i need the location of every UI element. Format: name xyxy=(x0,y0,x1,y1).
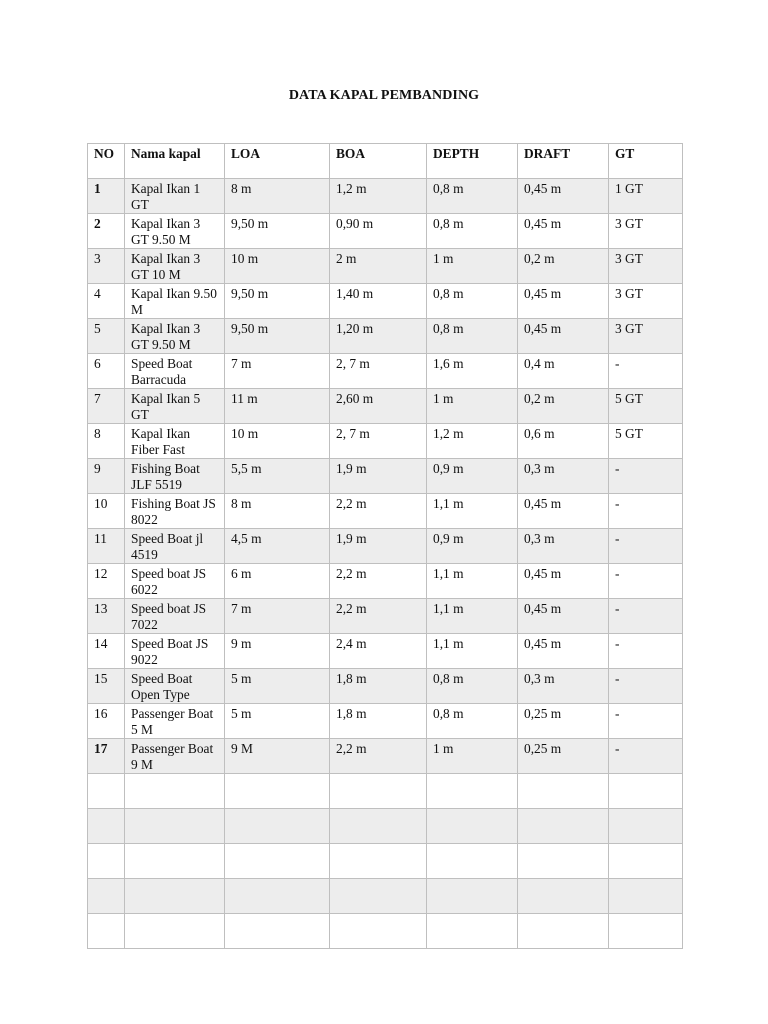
cell-gt: 5 GT xyxy=(609,424,683,459)
cell-name: Fishing Boat JS 8022 xyxy=(125,494,225,529)
cell-gt: 5 GT xyxy=(609,389,683,424)
cell-name: Speed Boat jl 4519 xyxy=(125,529,225,564)
table-row xyxy=(88,494,683,529)
cell-depth: 0,8 m xyxy=(427,284,518,319)
table-row xyxy=(88,809,683,844)
table-row xyxy=(88,669,683,704)
cell-boa: 1,8 m xyxy=(330,704,427,739)
cell-draft: 0,6 m xyxy=(518,424,609,459)
cell-loa: 7 m xyxy=(225,354,330,389)
cell-name: Passenger Boat 5 M xyxy=(125,704,225,739)
table-row xyxy=(88,214,683,249)
cell-no xyxy=(88,879,125,914)
cell-depth: 0,8 m xyxy=(427,179,518,214)
cell-gt: 3 GT xyxy=(609,319,683,354)
table-body xyxy=(88,179,683,949)
header-draft: DRAFT xyxy=(518,144,609,179)
cell-draft xyxy=(518,844,609,879)
cell-loa: 10 m xyxy=(225,249,330,284)
table-row xyxy=(88,249,683,284)
cell-loa xyxy=(225,844,330,879)
table-row xyxy=(88,424,683,459)
table-row xyxy=(88,459,683,494)
cell-boa xyxy=(330,809,427,844)
cell-name: Speed boat JS 7022 xyxy=(125,599,225,634)
cell-depth: 0,8 m xyxy=(427,214,518,249)
table-row xyxy=(88,914,683,949)
cell-boa: 2 m xyxy=(330,249,427,284)
cell-boa: 2, 7 m xyxy=(330,354,427,389)
cell-gt xyxy=(609,809,683,844)
cell-boa: 2,60 m xyxy=(330,389,427,424)
cell-boa: 1,8 m xyxy=(330,669,427,704)
cell-no: 6 xyxy=(88,354,125,389)
cell-name: Kapal Ikan Fiber Fast xyxy=(125,424,225,459)
cell-depth: 1 m xyxy=(427,249,518,284)
table-row xyxy=(88,564,683,599)
cell-loa: 11 m xyxy=(225,389,330,424)
cell-depth: 1,1 m xyxy=(427,634,518,669)
table-header-row xyxy=(88,144,683,179)
cell-depth xyxy=(427,914,518,949)
table-row xyxy=(88,319,683,354)
cell-draft: 0,45 m xyxy=(518,179,609,214)
table-row xyxy=(88,739,683,774)
cell-loa: 10 m xyxy=(225,424,330,459)
ship-comparison-table xyxy=(87,143,683,949)
cell-no: 17 xyxy=(88,739,125,774)
cell-gt: - xyxy=(609,669,683,704)
table-row xyxy=(88,179,683,214)
cell-loa: 5,5 m xyxy=(225,459,330,494)
cell-draft xyxy=(518,809,609,844)
cell-draft: 0,2 m xyxy=(518,389,609,424)
cell-boa: 2,2 m xyxy=(330,739,427,774)
header-no: NO xyxy=(88,144,125,179)
cell-loa xyxy=(225,914,330,949)
cell-no: 15 xyxy=(88,669,125,704)
cell-boa: 1,9 m xyxy=(330,529,427,564)
cell-boa: 1,20 m xyxy=(330,319,427,354)
cell-gt xyxy=(609,844,683,879)
cell-draft: 0,45 m xyxy=(518,284,609,319)
cell-depth xyxy=(427,844,518,879)
cell-loa: 9 M xyxy=(225,739,330,774)
cell-no: 12 xyxy=(88,564,125,599)
cell-gt: 3 GT xyxy=(609,249,683,284)
cell-no: 16 xyxy=(88,704,125,739)
cell-depth: 1,2 m xyxy=(427,424,518,459)
cell-depth xyxy=(427,879,518,914)
cell-no: 3 xyxy=(88,249,125,284)
cell-gt xyxy=(609,774,683,809)
cell-boa xyxy=(330,879,427,914)
cell-no: 14 xyxy=(88,634,125,669)
cell-name xyxy=(125,809,225,844)
cell-depth xyxy=(427,774,518,809)
header-name: Nama kapal xyxy=(125,144,225,179)
cell-no: 4 xyxy=(88,284,125,319)
cell-depth: 1,6 m xyxy=(427,354,518,389)
cell-name: Speed boat JS 6022 xyxy=(125,564,225,599)
cell-draft: 0,45 m xyxy=(518,319,609,354)
cell-draft: 0,3 m xyxy=(518,669,609,704)
cell-depth: 1 m xyxy=(427,739,518,774)
table-row xyxy=(88,599,683,634)
cell-no xyxy=(88,809,125,844)
cell-draft xyxy=(518,774,609,809)
cell-name: Kapal Ikan 3 GT 9.50 M xyxy=(125,319,225,354)
cell-loa: 8 m xyxy=(225,494,330,529)
cell-name: Fishing Boat JLF 5519 xyxy=(125,459,225,494)
cell-depth: 1,1 m xyxy=(427,494,518,529)
cell-gt: - xyxy=(609,599,683,634)
header-depth: DEPTH xyxy=(427,144,518,179)
cell-gt: - xyxy=(609,494,683,529)
cell-no: 7 xyxy=(88,389,125,424)
cell-boa: 2,2 m xyxy=(330,599,427,634)
cell-name: Kapal Ikan 5 GT xyxy=(125,389,225,424)
cell-no xyxy=(88,914,125,949)
cell-name: Kapal Ikan 1 GT xyxy=(125,179,225,214)
cell-depth xyxy=(427,809,518,844)
cell-boa xyxy=(330,844,427,879)
cell-gt: - xyxy=(609,459,683,494)
cell-loa: 9,50 m xyxy=(225,319,330,354)
cell-boa: 2, 7 m xyxy=(330,424,427,459)
cell-draft: 0,3 m xyxy=(518,459,609,494)
cell-loa: 8 m xyxy=(225,179,330,214)
header-boa: BOA xyxy=(330,144,427,179)
cell-no: 2 xyxy=(88,214,125,249)
cell-draft: 0,45 m xyxy=(518,599,609,634)
cell-name: Kapal Ikan 3 GT 9.50 M xyxy=(125,214,225,249)
cell-depth: 0,9 m xyxy=(427,459,518,494)
cell-depth: 0,8 m xyxy=(427,704,518,739)
table-row xyxy=(88,389,683,424)
cell-draft: 0,45 m xyxy=(518,214,609,249)
cell-gt: - xyxy=(609,739,683,774)
cell-gt xyxy=(609,914,683,949)
table-row xyxy=(88,774,683,809)
cell-loa: 6 m xyxy=(225,564,330,599)
cell-loa xyxy=(225,809,330,844)
cell-name xyxy=(125,844,225,879)
page-title: DATA KAPAL PEMBANDING xyxy=(288,88,480,103)
cell-boa: 1,40 m xyxy=(330,284,427,319)
cell-draft xyxy=(518,914,609,949)
cell-depth: 1,1 m xyxy=(427,599,518,634)
cell-depth: 0,8 m xyxy=(427,319,518,354)
cell-draft: 0,2 m xyxy=(518,249,609,284)
cell-gt: - xyxy=(609,529,683,564)
cell-boa: 0,90 m xyxy=(330,214,427,249)
cell-no xyxy=(88,844,125,879)
cell-no: 5 xyxy=(88,319,125,354)
header-loa: LOA xyxy=(225,144,330,179)
cell-gt: 3 GT xyxy=(609,214,683,249)
cell-loa: 9,50 m xyxy=(225,284,330,319)
cell-boa xyxy=(330,914,427,949)
cell-draft: 0,3 m xyxy=(518,529,609,564)
table-row xyxy=(88,354,683,389)
cell-no xyxy=(88,774,125,809)
cell-name xyxy=(125,774,225,809)
cell-boa: 2,2 m xyxy=(330,494,427,529)
cell-name: Kapal Ikan 3 GT 10 M xyxy=(125,249,225,284)
table-row xyxy=(88,284,683,319)
cell-draft: 0,45 m xyxy=(518,564,609,599)
cell-name: Speed Boat Barracuda xyxy=(125,354,225,389)
cell-draft: 0,45 m xyxy=(518,634,609,669)
cell-gt: - xyxy=(609,704,683,739)
cell-loa xyxy=(225,879,330,914)
cell-loa: 9,50 m xyxy=(225,214,330,249)
cell-draft: 0,45 m xyxy=(518,494,609,529)
cell-draft: 0,4 m xyxy=(518,354,609,389)
cell-no: 8 xyxy=(88,424,125,459)
cell-name xyxy=(125,914,225,949)
cell-name: Speed Boat JS 9022 xyxy=(125,634,225,669)
cell-gt: 3 GT xyxy=(609,284,683,319)
cell-boa: 2,2 m xyxy=(330,564,427,599)
cell-name xyxy=(125,879,225,914)
cell-gt: - xyxy=(609,564,683,599)
table-row xyxy=(88,634,683,669)
cell-depth: 0,9 m xyxy=(427,529,518,564)
cell-name: Passenger Boat 9 M xyxy=(125,739,225,774)
table-row xyxy=(88,704,683,739)
cell-draft: 0,25 m xyxy=(518,704,609,739)
cell-boa xyxy=(330,774,427,809)
cell-name: Speed Boat Open Type xyxy=(125,669,225,704)
cell-depth: 1,1 m xyxy=(427,564,518,599)
cell-depth: 0,8 m xyxy=(427,669,518,704)
cell-gt: - xyxy=(609,634,683,669)
cell-loa xyxy=(225,774,330,809)
cell-no: 1 xyxy=(88,179,125,214)
cell-loa: 5 m xyxy=(225,704,330,739)
cell-no: 9 xyxy=(88,459,125,494)
cell-no: 10 xyxy=(88,494,125,529)
cell-gt: 1 GT xyxy=(609,179,683,214)
cell-no: 13 xyxy=(88,599,125,634)
cell-boa: 1,2 m xyxy=(330,179,427,214)
cell-boa: 2,4 m xyxy=(330,634,427,669)
cell-name: Kapal Ikan 9.50 M xyxy=(125,284,225,319)
cell-gt: - xyxy=(609,354,683,389)
table-row xyxy=(88,844,683,879)
cell-gt xyxy=(609,879,683,914)
header-gt: GT xyxy=(609,144,683,179)
table-row xyxy=(88,529,683,564)
cell-loa: 5 m xyxy=(225,669,330,704)
cell-no: 11 xyxy=(88,529,125,564)
table-row xyxy=(88,879,683,914)
cell-loa: 4,5 m xyxy=(225,529,330,564)
cell-boa: 1,9 m xyxy=(330,459,427,494)
cell-loa: 9 m xyxy=(225,634,330,669)
cell-draft: 0,25 m xyxy=(518,739,609,774)
cell-loa: 7 m xyxy=(225,599,330,634)
cell-draft xyxy=(518,879,609,914)
cell-depth: 1 m xyxy=(427,389,518,424)
